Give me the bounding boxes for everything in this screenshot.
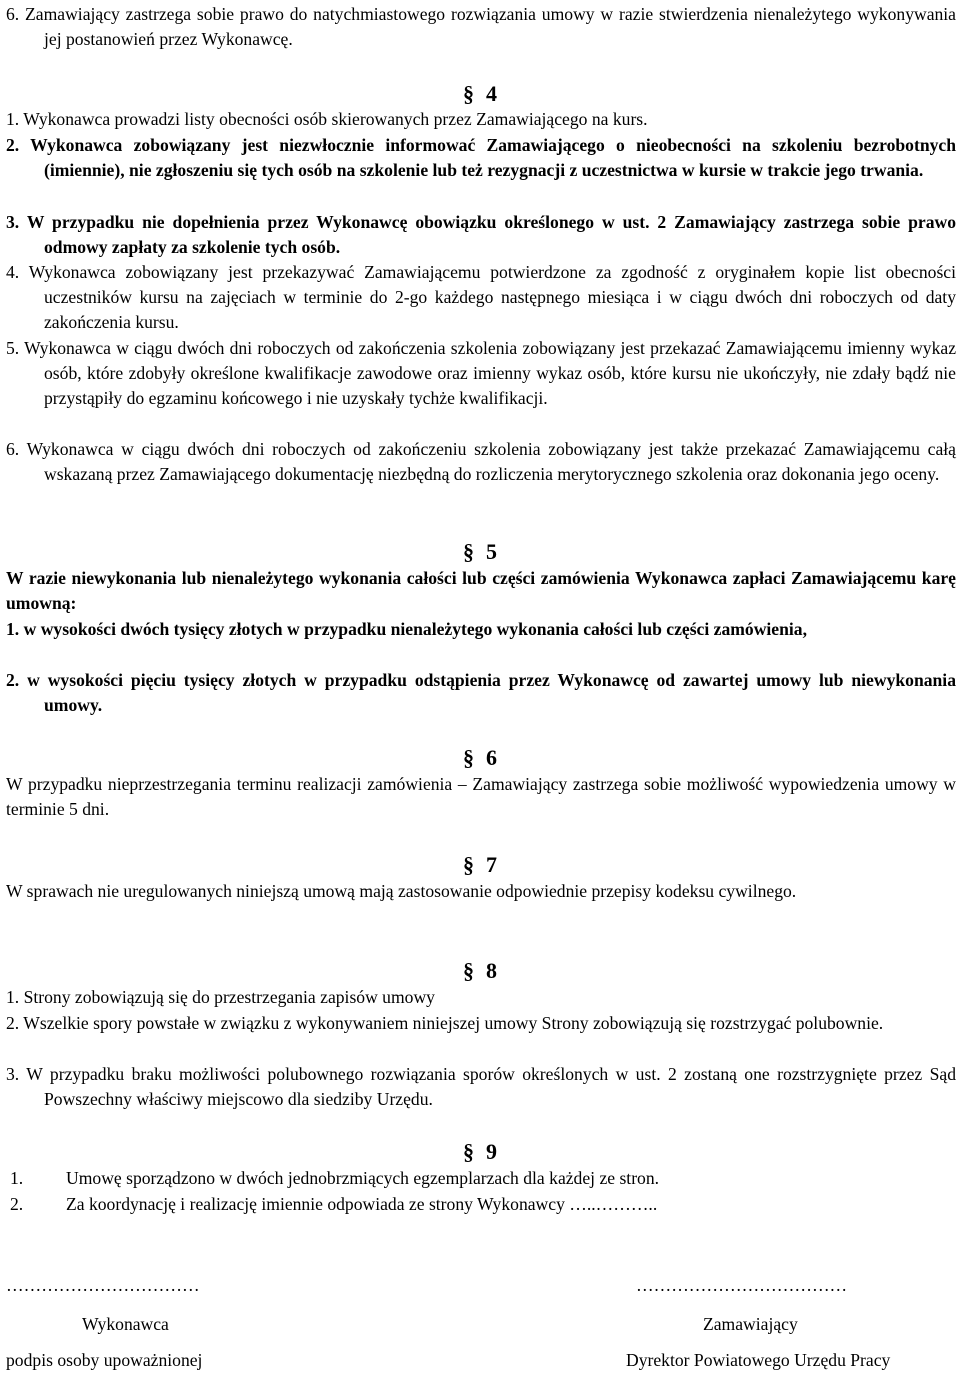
section-symbol: § bbox=[463, 1139, 474, 1164]
section-5-heading bbox=[0, 538, 960, 566]
clause-4-1: 1. Wykonawca prowadzi listy obecności osób skierowanych przez Zamawiającego na kurs. bbox=[6, 109, 648, 129]
section-number: 7 bbox=[486, 852, 497, 877]
clause-4-3: 3. W przypadku nie dopełnienia przez Wykonawcę obowiązku określonego w ust. 2 Zamawiający zastrzega sobie prawo odmowy zapłaty za szkolenie tych osób. bbox=[6, 212, 956, 257]
section-8-heading bbox=[0, 957, 960, 985]
clause-8-3: 3. W przypadku braku możliwości polubownego rozwiązania sporów określonych w ust. 2 zostaną one rozstrzygnięte przez Sąd Powszechny właściwy miejscowo dla siedziby Urzędu. bbox=[6, 1064, 956, 1109]
clause-4-5: 5. Wykonawca w ciągu dwóch dni roboczych od zakończenia szkolenia zobowiązany jest przekazać Zamawiającemu imienny wykaz osób, które zdobyły określone kwalifikacje zawodowe oraz imienny wykaz osób, które kursu nie ukończyły, nie zdały bądź nie przystąpiły do egzaminu końcowego i nie uzyskały tychże kwalifikacji. bbox=[6, 338, 956, 408]
clause-4-2: 2. Wykonawca zobowiązany jest niezwłocznie informować Zamawiającego o nieobecności na szkoleniu bezrobotnych (imiennie), nie zgłoszeniu się tych osób na szkolenie lub też rezygnacji z uczestnictwa w kursie w trakcie jego trwania. bbox=[6, 135, 956, 180]
clause-8-2: 2. Wszelkie spory powstałe w związku z wykonywaniem niniejszej umowy Strony zobowiązują się rozstrzygać polubownie. bbox=[6, 1013, 884, 1033]
signature-caption-left: podpis osoby upoważnionej bbox=[6, 1350, 203, 1370]
clause-9-1 bbox=[10, 1166, 960, 1191]
signature-caption-right: Dyrektor Powiatowego Urzędu Pracy bbox=[626, 1350, 891, 1370]
clause-4-4: 4. Wykonawca zobowiązany jest przekazywać Zamawiającemu potwierdzone za zgodność z oryginałem kopie list obecności uczestników kursu na zajęciach w terminie do 2-go każdego następnego miesiąca i w ciągu dwóch dni roboczych od daty zakończenia kursu. bbox=[6, 262, 956, 332]
section-symbol: § bbox=[463, 852, 474, 877]
signature-line-left: …………………………… bbox=[6, 1275, 200, 1295]
section-6-text: W przypadku nieprzestrzegania terminu realizacji zamówienia – Zamawiający zastrzega sobie możliwość wypowiedzenia umowy w terminie 5 dni. bbox=[6, 774, 956, 819]
clause-number: 1. bbox=[10, 1168, 24, 1188]
section-number: 8 bbox=[486, 958, 497, 983]
clause-text: Umowę sporządzono w dwóch jednobrzmiących egzemplarzach dla każdej ze stron. bbox=[66, 1168, 660, 1188]
clause-5-2: 2. w wysokości pięciu tysięcy złotych w przypadku odstąpienia przez Wykonawcę od zawartej umowy lub niewykonania umowy. bbox=[6, 670, 956, 715]
clause-number: 2. bbox=[10, 1194, 24, 1214]
section-7-text: W sprawach nie uregulowanych niniejszą umową mają zastosowanie odpowiednie przepisy kodeksu cywilnego. bbox=[6, 881, 797, 901]
clause-3-6: 6. Zamawiający zastrzega sobie prawo do natychmiastowego rozwiązania umowy w razie stwierdzenia nienależytego wykonywania jej postanowień przez Wykonawcę. bbox=[6, 4, 956, 49]
section-4-heading bbox=[0, 80, 960, 108]
section-symbol: § bbox=[463, 81, 474, 106]
section-number: 5 bbox=[486, 539, 497, 564]
section-6-heading bbox=[0, 744, 960, 772]
section-number: 4 bbox=[486, 81, 497, 106]
clause-text: Za koordynację i realizację imiennie odpowiada ze strony Wykonawcy …..……….. bbox=[66, 1194, 658, 1214]
signature-line-right: ……………………………… bbox=[636, 1275, 848, 1295]
section-number: 6 bbox=[486, 745, 497, 770]
section-symbol: § bbox=[463, 539, 474, 564]
section-symbol: § bbox=[463, 958, 474, 983]
section-number: 9 bbox=[486, 1139, 497, 1164]
clause-5-1: 1. w wysokości dwóch tysięcy złotych w przypadku nienależytego wykonania całości lub części zamówienia, bbox=[6, 619, 807, 639]
clause-9-2 bbox=[10, 1192, 960, 1217]
clause-8-1: 1. Strony zobowiązują się do przestrzegania zapisów umowy bbox=[6, 987, 435, 1007]
clause-4-6: 6. Wykonawca w ciągu dwóch dni roboczych od zakończeniu szkolenia zobowiązany jest także przekazać Zamawiającemu całą wskazaną przez Zamawiającego dokumentację niezbędną do rozliczenia merytorycznego szkolenia oraz dokonania jego oceny. bbox=[6, 439, 956, 484]
section-5-intro: W razie niewykonania lub nienależytego wykonania całości lub części zamówienia Wykonawca zapłaci Zamawiającemu karę umowną: bbox=[6, 568, 956, 613]
section-symbol: § bbox=[463, 745, 474, 770]
signature-role-right: Zamawiający bbox=[703, 1314, 798, 1334]
signature-role-left: Wykonawca bbox=[82, 1314, 169, 1334]
section-7-heading bbox=[0, 851, 960, 879]
section-9-heading bbox=[0, 1138, 960, 1166]
